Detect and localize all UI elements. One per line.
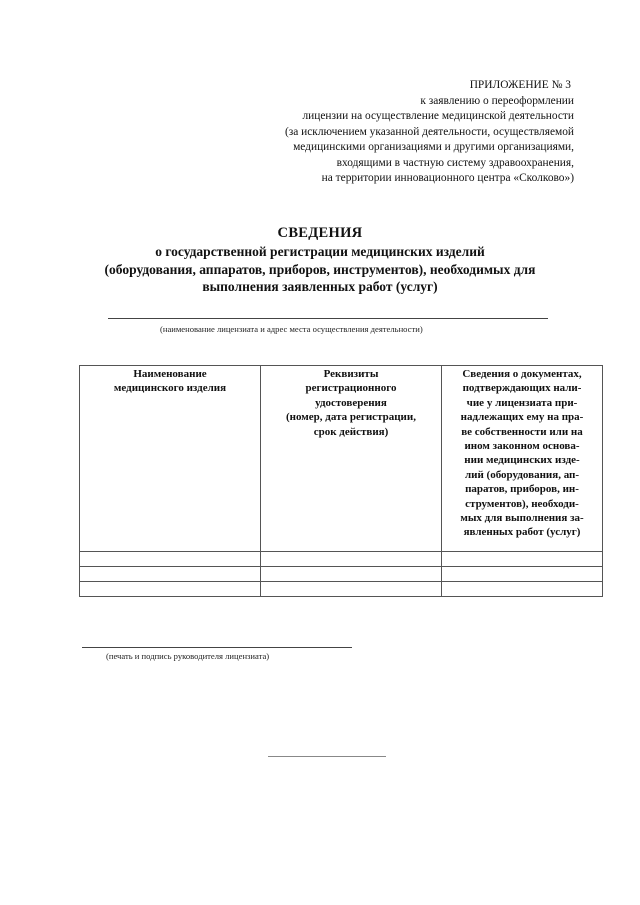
header-line: Реквизиты — [323, 368, 379, 380]
header-line: лий (оборудования, ап- — [464, 468, 580, 481]
header-line: срок действия) — [313, 425, 389, 438]
header-line: нии медицинских изде- — [464, 454, 580, 467]
title-heading: СВЕДЕНИЯ — [277, 225, 363, 241]
table-row — [80, 551, 603, 566]
licensee-fill-line — [108, 318, 548, 319]
table-cell — [442, 566, 603, 581]
column-header-registration-details — [261, 366, 442, 552]
table-cell — [442, 551, 603, 566]
column-header-device-name — [80, 366, 261, 552]
appendix-header — [194, 78, 574, 187]
header-line: медицинского изделия — [113, 382, 227, 395]
signature-caption: (печать и подпись руководителя лицензиата) — [106, 651, 270, 661]
header-line: чие у лицензиата при- — [466, 396, 578, 409]
header-line: паратов, приборов, ин- — [465, 483, 579, 496]
header-line: струментов), необходи- — [465, 497, 579, 510]
table-cell — [80, 566, 261, 581]
footer-divider — [268, 756, 386, 757]
table-cell — [261, 551, 442, 566]
header-line: удостоверения — [315, 396, 387, 409]
header-line: регистрационного — [305, 382, 397, 395]
header-line: ве собственности или на — [461, 425, 583, 438]
title-line: выполнения заявленных работ (услуг) — [202, 279, 438, 294]
licensee-caption: (наименование лицензиата и адрес места осуществления деятельности) — [160, 324, 423, 334]
appendix-line: (за исключением указанной деятельности, осуществляемой — [284, 125, 574, 138]
document-title — [60, 224, 580, 296]
table-header-row — [80, 366, 603, 552]
header-line: (номер, дата регистрации, — [286, 411, 416, 424]
header-line: подтверждающих нали- — [462, 382, 582, 395]
table-cell — [442, 581, 603, 596]
table-row — [80, 581, 603, 596]
appendix-line: лицензии на осуществление медицинской деятельности — [302, 110, 574, 122]
header-line: мых для выполнения за- — [460, 512, 584, 525]
appendix-line: медицинскими организациями и другими организациями, — [293, 141, 574, 153]
table-row — [80, 566, 603, 581]
header-line: надлежащих ему на пра- — [460, 411, 584, 424]
appendix-line: на территории инновационного центра «Сколково») — [321, 172, 574, 184]
title-line: (оборудования, аппаратов, приборов, инструментов), необходимых для — [104, 261, 536, 277]
appendix-line: к заявлению о переоформлении — [420, 94, 574, 107]
signature-line — [82, 647, 352, 648]
table-cell — [80, 581, 261, 596]
devices-table — [79, 365, 603, 597]
header-line: явленных работ (услуг) — [463, 526, 581, 539]
header-line: Наименование — [133, 368, 207, 380]
table-cell — [80, 551, 261, 566]
appendix-title: ПРИЛОЖЕНИЕ № 3 — [469, 79, 571, 91]
title-line: о государственной регистрации медицинских изделий — [155, 244, 485, 259]
appendix-line: входящими в частную систему здравоохранения, — [336, 156, 574, 169]
header-line: Сведения о документах, — [462, 368, 582, 380]
header-line: ином законном основа- — [464, 440, 580, 453]
column-header-ownership-documents — [442, 366, 603, 552]
table-cell — [261, 581, 442, 596]
table-cell — [261, 566, 442, 581]
